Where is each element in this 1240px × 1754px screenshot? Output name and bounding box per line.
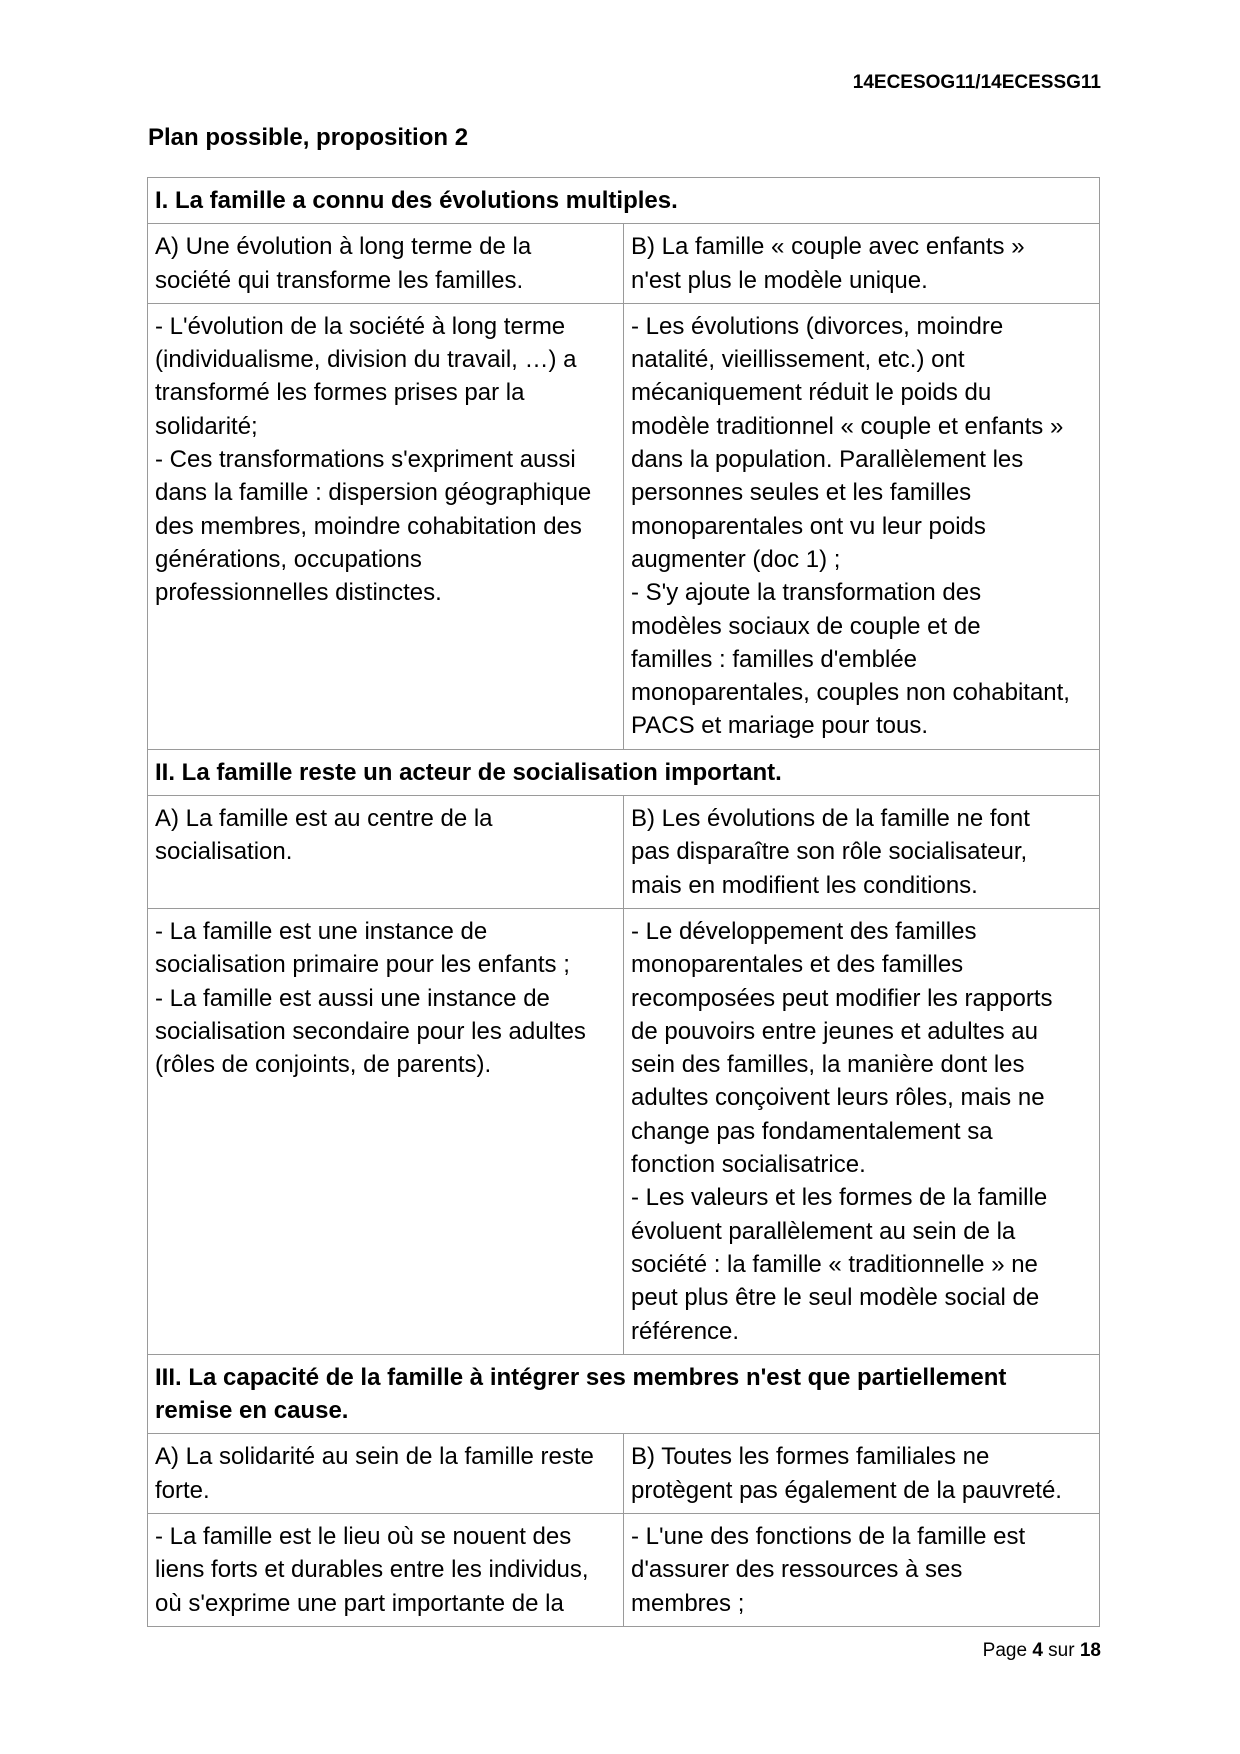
page-separator: sur — [1048, 1640, 1075, 1661]
page-number — [983, 1640, 1101, 1662]
section-1-sub-b: B) La famille « couple avec enfants » n'est plus le modèle unique. — [624, 224, 1100, 304]
section-1-content-b: - Les évolutions (divorces, moindre natalité, vieillissement, etc.) ont mécaniquement réduit le poids du modèle traditionnel « couple et enfants » dans la population. Parallèlement les personnes seules et les familles monoparentales ont vu leur poids augmenter (doc 1) ; - S'y ajoute la transformation des modèles sociaux de couple et de familles : familles d'emblée monoparentales, couples non cohabitant, PACS et mariage pour tous. — [624, 303, 1100, 749]
section-1-content-a: - L'évolution de la société à long terme (individualisme, division du travail, …) a transformé les formes prises par la solidarité; - Ces transformations s'expriment aussi dans la famille : dispersion géographique des membres, moindre cohabitation des générations, occupations professionnelles distinctes. — [148, 303, 624, 749]
section-2-sub-b: B) Les évolutions de la famille ne font pas disparaître son rôle socialisateur, mais en modifient les conditions. — [624, 796, 1100, 909]
section-3-heading-row — [148, 1354, 1100, 1434]
section-2-subheading-row — [148, 796, 1100, 909]
section-3-content-a: - La famille est le lieu où se nouent des liens forts et durables entre les individus, où s'exprime une part importante de la — [148, 1513, 624, 1626]
section-1-content-row — [148, 303, 1100, 749]
section-2-heading: II. La famille reste un acteur de socialisation important. — [148, 749, 1100, 795]
section-2-content-row — [148, 908, 1100, 1354]
document-code: 14ECESOG11/14ECESSG11 — [852, 72, 1101, 93]
section-1-heading-row — [148, 178, 1100, 224]
page-title: Plan possible, proposition 2 — [148, 124, 469, 151]
page-total: 18 — [1079, 1640, 1101, 1661]
section-2-content-a: - La famille est une instance de socialisation primaire pour les enfants ; - La famille est aussi une instance de socialisation secondaire pour les adultes (rôles de conjoints, de parents). — [148, 908, 624, 1354]
section-1-sub-a: A) Une évolution à long terme de la société qui transforme les familles. — [148, 224, 624, 304]
section-1-subheading-row — [148, 224, 1100, 304]
page-prefix: Page — [982, 1640, 1028, 1661]
section-3-sub-b: B) Toutes les formes familiales ne protègent pas également de la pauvreté. — [624, 1434, 1100, 1514]
section-2-heading-row — [148, 749, 1100, 795]
section-3-heading: III. La capacité de la famille à intégrer ses membres n'est que partiellement remise en cause. — [148, 1354, 1100, 1434]
section-2-content-b: - Le développement des familles monoparentales et des familles recomposées peut modifier les rapports de pouvoirs entre jeunes et adultes au sein des familles, la manière dont les adultes conçoivent leurs rôles, mais ne change pas fondamentalement sa fonction socialisatrice. - Les valeurs et les formes de la famille évoluent parallèlement au sein de la société : la famille « traditionnelle » ne peut plus être le seul modèle social de référence. — [624, 908, 1100, 1354]
section-3-sub-a: A) La solidarité au sein de la famille reste forte. — [148, 1434, 624, 1514]
section-1-heading: I. La famille a connu des évolutions multiples. — [148, 178, 1100, 224]
plan-table — [147, 177, 1100, 1627]
section-3-content-b: - L'une des fonctions de la famille est d'assurer des ressources à ses membres ; — [624, 1513, 1100, 1626]
section-2-sub-a: A) La famille est au centre de la socialisation. — [148, 796, 624, 909]
section-3-subheading-row — [148, 1434, 1100, 1514]
section-3-content-row — [148, 1513, 1100, 1626]
page-current: 4 — [1032, 1640, 1043, 1661]
